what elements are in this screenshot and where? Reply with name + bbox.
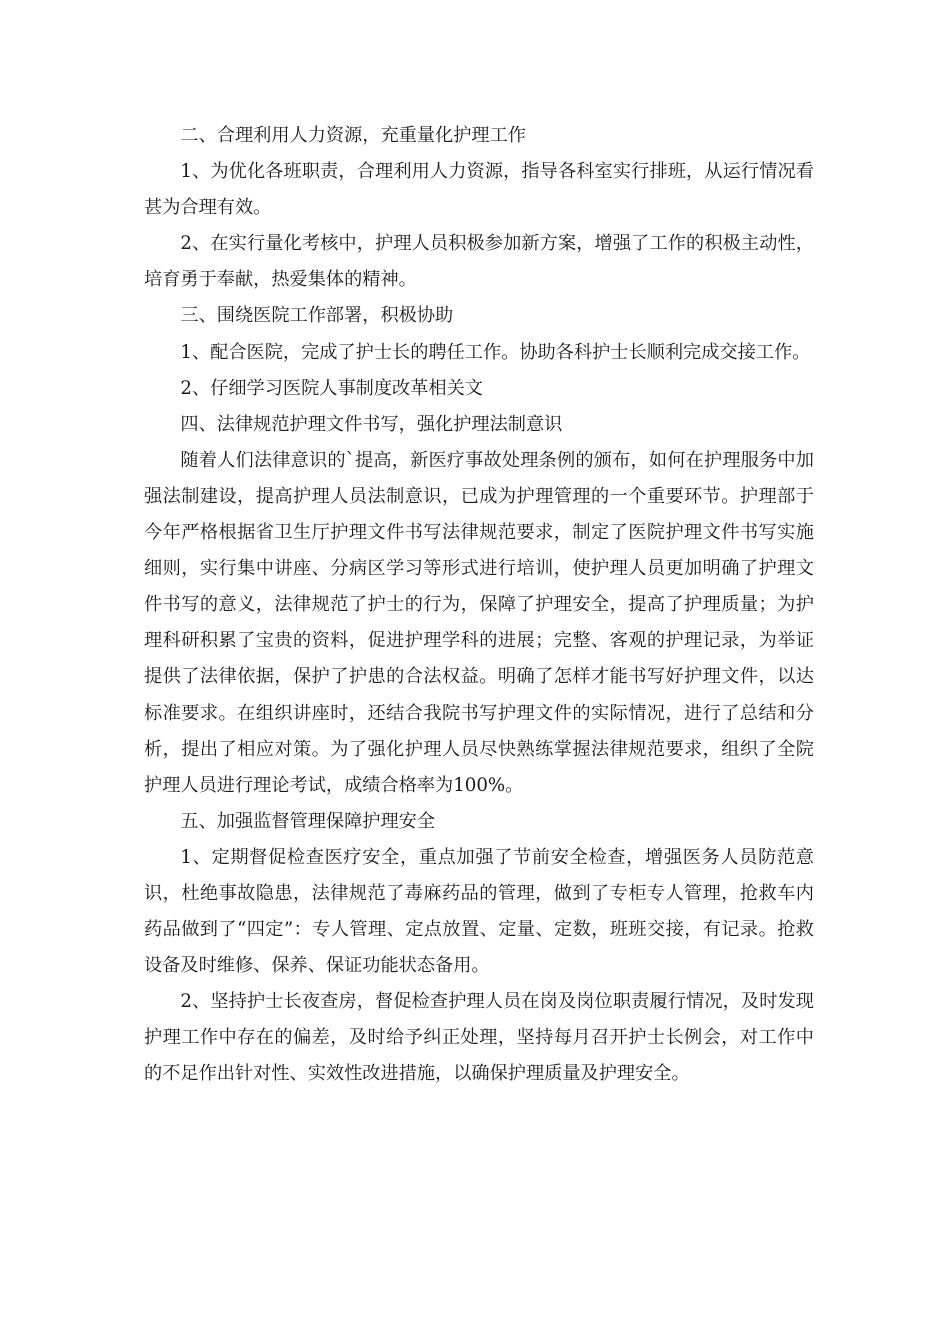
paragraph-5-2: 2、坚持护士长夜查房，督促检查护理人员在岗及岗位职责履行情况，及时发现护理工作中存在的偏差，及时给予纠正处理，坚持每月召开护士长例会，对工作中的不足作出针对性、实效性改进措施，以确保护理质量及护理安全。 xyxy=(144,991,814,1085)
document-body xyxy=(144,118,814,1093)
heading-section-3: 三、围绕医院工作部署，积极协助 xyxy=(180,305,454,327)
paragraph-4-body: 随着人们法律意识的`提高，新医疗事故处理条例的颁布，如何在护理服务中加强法制建设，提高护理人员法制意识，已成为护理管理的一个重要环节。护理部于今年严格根据省卫生厅护理文件书写法律规范要求，制定了医院护理文件书写实施细则，实行集中讲座、分病区学习等形式进行培训，使护理人员更加明确了护理文件书写的意义，法律规范了护士的行为，保障了护理安全，提高了护理质量；为护理科研积累了宝贵的资料，促进护理学科的进展；完整、客观的护理记录，为举证提供了法律依据，保护了护患的合法权益。明确了怎样才能书写好护理文件，以达标准要求。在组织讲座时，还结合我院书写护理文件的实际情况，进行了总结和分析，提出了相应对策。为了强化护理人员尽快熟练掌握法律规范要求，组织了全院护理人员进行理论考试，成绩合格率为100%。 xyxy=(144,449,814,796)
paragraph-3-1: 1、配合医院，完成了护士长的聘任工作。协助各科护士长顺利完成交接工作。 xyxy=(180,341,811,363)
paragraph-5-1: 1、定期督促检查医疗安全，重点加强了节前安全检查，增强医务人员防范意识，杜绝事故隐患，法律规范了毒麻药品的管理，做到了专柜专人管理，抢救车内药品做到了“四定”：专人管理、定点放置、定量、定数，班班交接，有记录。抢救设备及时维修、保养、保证功能状态备用。 xyxy=(144,846,814,977)
heading-section-2: 二、合理利用人力资源，充重量化护理工作 xyxy=(180,125,526,146)
paragraph-3-2: 2、仔细学习医院人事制度改革相关文 xyxy=(180,377,483,399)
heading-section-5: 五、加强监督管理保障护理安全 xyxy=(180,810,436,832)
paragraph-2-2: 2、在实行量化考核中，护理人员积极参加新方案，增强了工作的积极主动性，培育勇于奉献，热爱集体的精神。 xyxy=(144,233,814,291)
paragraph-2-1: 1、为优化各班职责，合理利用人力资源，指导各科室实行排班，从运行情况看甚为合理有效。 xyxy=(144,161,814,219)
heading-section-4: 四、法律规范护理文件书写，强化护理法制意识 xyxy=(180,413,563,435)
